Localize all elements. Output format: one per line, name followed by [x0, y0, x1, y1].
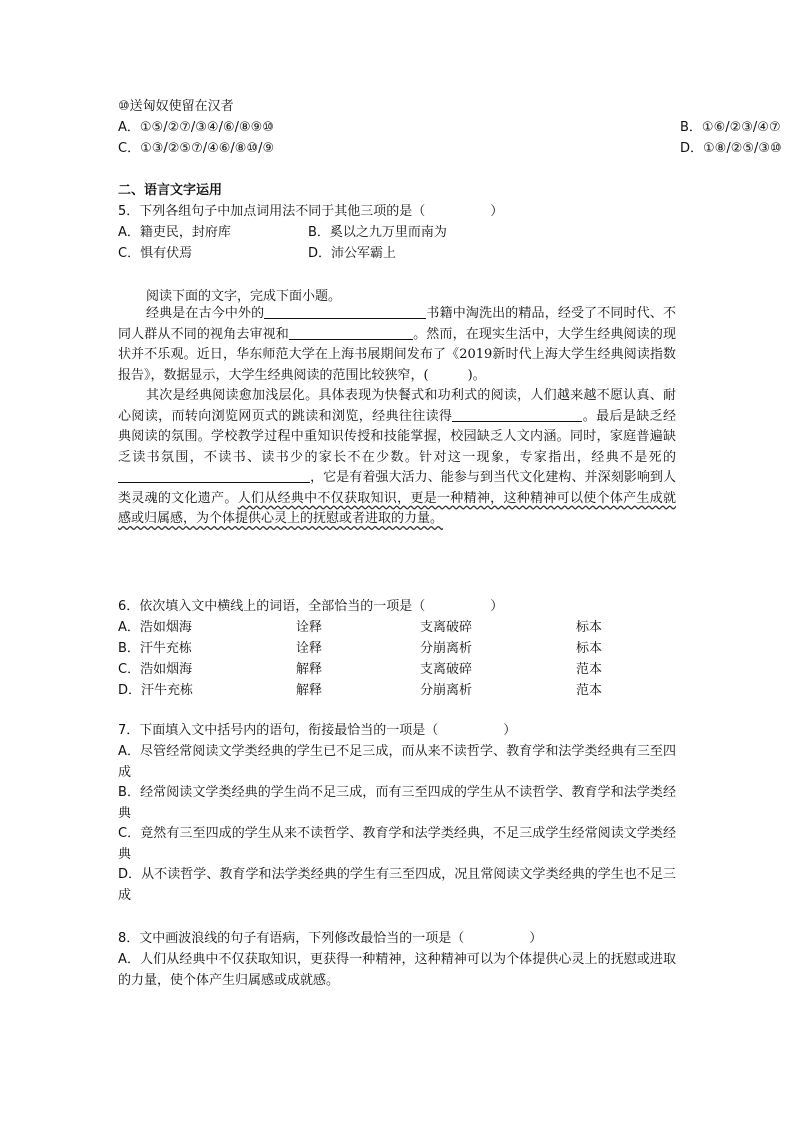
q6-c-col3: 支离破碎 — [420, 662, 473, 677]
p1-part-c: 。然而，在现实生活中，大学生经典阅读的现状并不乐观。近日，华东师范大学在上海书展期间发布了《2019新时代上海大学生经典阅读指数报告》，数据显示，大学生经典阅读的范围比较狭窄，( )。 — [118, 326, 676, 383]
passage-paragraph-1 — [118, 304, 676, 386]
q7-option-b: B．经常阅读文学类经典的学生尚不足三成，而有三至四成的学生从不读哲学、教育学和法学类经典 — [118, 785, 676, 821]
blank-2 — [289, 325, 413, 340]
q8-option-a: A．人们从经典中不仅获取知识，更获得一种精神，这种精神可以为个体提供心灵上的抚慰或进取的力量，使个体产生归属感或成就感。 — [118, 952, 676, 988]
q6-a-col3: 支离破碎 — [420, 620, 473, 635]
q6-stem: 6．依次填入文中横线上的词语，全部恰当的一项是（ ） — [118, 599, 504, 614]
q6-a-col2: 诠释 — [296, 620, 323, 635]
q5-option-d: D．沛公军霸上 — [308, 246, 397, 261]
option-c-prev: C．①③/②⑤⑦/④⑥/⑧⑩/⑨ — [118, 141, 275, 156]
q8-stem: 8．文中画波浪线的句子有语病，下列修改最恰当的一项是（ ） — [118, 931, 543, 946]
p2-part-a: 其次是经典阅读愈加浅层化。具体表现为快餐式和功利式的阅读，人们越来越不愿认真、耐心阅读，而转向浏览网页式的跳读和浏览，经典往往读得 — [118, 388, 676, 424]
q6-d-col3: 分崩离析 — [420, 683, 473, 698]
q6-d-col4: 范本 — [576, 683, 603, 698]
passage-paragraph-2 — [118, 386, 676, 530]
q6-b-col2: 诠释 — [296, 641, 323, 656]
q5-option-a: A．籍吏民，封府库 — [118, 225, 231, 240]
q6-c-col2: 解释 — [296, 662, 323, 677]
blank-4 — [118, 468, 310, 483]
q6-d-col1: D．汗牛充栋 — [118, 683, 194, 698]
q7-options — [118, 742, 676, 906]
wavy-sentence: 人们从经典中不仅获取知识，更是一种精神，这种精神可以使个体产生成就感或归属感，为个体提供心灵上的抚慰或者进取的力量。 — [118, 490, 676, 526]
q6-a-col4: 标本 — [576, 620, 603, 635]
option-a-prev: A．①⑤/②⑦/③④/⑥/⑧⑨⑩ — [118, 120, 274, 135]
item-10: ⑩送匈奴使留在汉者 — [118, 99, 234, 114]
q7-option-c: C．竟然有三至四成的学生从来不读哲学、教育学和法学类经典，不足三成学生经常阅读文学类经典 — [118, 826, 676, 862]
q7-option-a: A．尽管经常阅读文学类经典的学生已不足三成，而从来不读哲学、教育学和法学类经典有三至四成 — [118, 744, 676, 780]
q6-c-col4: 范本 — [576, 662, 603, 677]
q6-a-col1: A．浩如烟海 — [118, 620, 192, 635]
q7-option-d: D．从不读哲学、教育学和法学类经典的学生有三至四成，况且常阅读文学类经典的学生也不足三成 — [118, 867, 676, 903]
p1-part-a: 经典是在古今中外的 — [146, 306, 265, 321]
blank-3 — [452, 407, 582, 422]
p1-part-b: 书籍中淘洗出的精品，经受了不同时代、不同人群从不同的视角去审视和 — [118, 306, 676, 342]
blank-1 — [264, 304, 426, 319]
p2-part-b: 。最后是缺乏经典阅读的氛围。学校教学过程中重知识传授和技能掌握，校园缺乏人文内涵。同时，家庭普遍缺乏读书氛围，不读书、读书少的家长不在少数。针对这一现象，专家指出，经典不是死的 — [118, 408, 676, 465]
q5-stem: 5．下列各组句子中加点词用法不同于其他三项的是（ ） — [118, 204, 504, 219]
q7-stem: 7．下面填入文中括号内的语句，衔接最恰当的一项是（ ） — [118, 723, 517, 738]
section-heading: 二、语言文字运用 — [118, 183, 223, 198]
q5-option-b: B．奚以之九万里而南为 — [308, 225, 447, 240]
q6-c-col1: C．浩如烟海 — [118, 662, 193, 677]
q8-options — [118, 950, 676, 991]
q6-b-col3: 分崩离析 — [420, 641, 473, 656]
q6-d-col2: 解释 — [296, 683, 323, 698]
option-b-prev: B．①⑥/②③/④⑦ — [680, 120, 781, 135]
passage-intro: 阅读下面的文字，完成下面小题。 — [146, 289, 342, 304]
p2-part-c: ，它是有着强大活力、能参与到当代文化建构、并深刻影响到人类灵魂的文化遗产。 — [118, 470, 676, 506]
passage-body — [118, 304, 676, 530]
option-d-prev: D．①⑧/②⑤/③⑩ — [680, 141, 782, 156]
q5-option-c: C．惧有伏焉 — [118, 246, 193, 261]
q6-b-col4: 标本 — [576, 641, 603, 656]
q6-b-col1: B．汗牛充栋 — [118, 641, 192, 656]
